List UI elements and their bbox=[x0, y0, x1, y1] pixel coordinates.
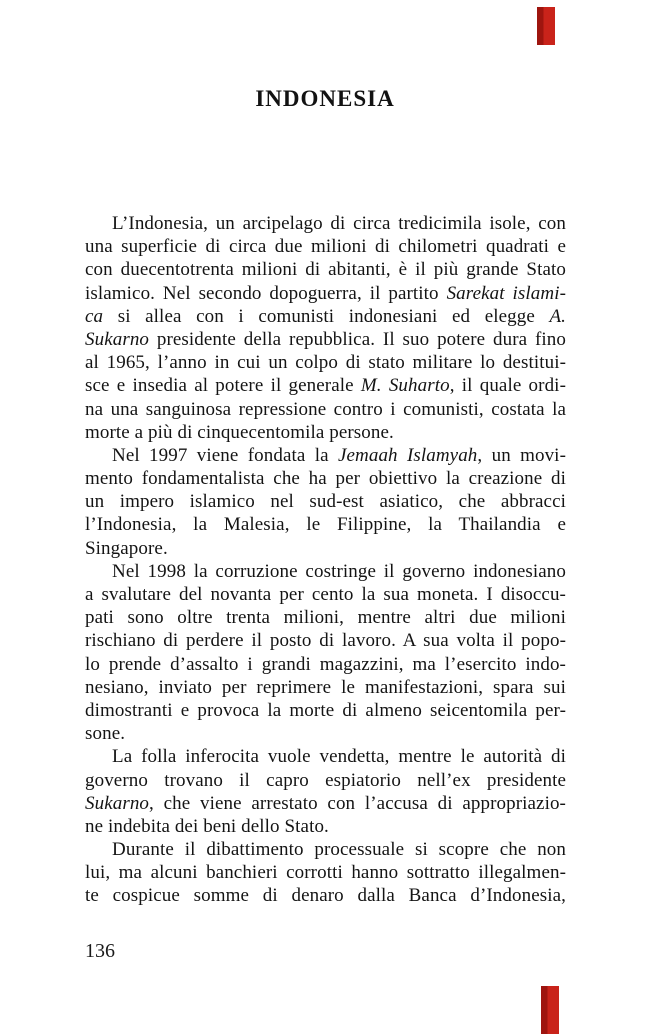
text-segment: dimostranti e provoca la morte di almeno seicentomila per- bbox=[85, 699, 566, 721]
red-scan-edge-mark-bottom bbox=[541, 986, 559, 1034]
text-segment: sone. bbox=[85, 723, 126, 745]
text-line bbox=[85, 467, 566, 490]
text-segment: Nel 1998 la corruzione costringe il governo indonesiano bbox=[112, 560, 566, 582]
text-line bbox=[85, 861, 566, 884]
text-line bbox=[85, 699, 566, 722]
red-scan-edge-mark-top bbox=[537, 7, 555, 45]
text-line bbox=[85, 490, 566, 513]
text-segment: governo trovano il capro espiatorio nell’ex presidente bbox=[85, 769, 566, 791]
paragraph bbox=[85, 560, 566, 746]
text-segment: rischiano di perdere il posto di lavoro. A sua volta il popo- bbox=[85, 630, 566, 652]
text-line bbox=[85, 560, 566, 583]
text-line bbox=[85, 374, 566, 397]
text-line bbox=[85, 815, 566, 838]
text-segment: Nel 1997 viene fondata la bbox=[112, 444, 338, 466]
text-segment: ne indebita dei beni dello Stato. bbox=[85, 815, 329, 837]
text-segment: , che viene arrestato con l’accusa di appropriazio- bbox=[149, 792, 566, 814]
text-segment: , il quale ordi- bbox=[449, 375, 566, 397]
italic-text-segment: M. Suharto bbox=[360, 375, 450, 397]
text-segment: al 1965, l’anno in cui un colpo di stato militare lo destitui- bbox=[85, 352, 566, 374]
text-line bbox=[85, 305, 566, 328]
text-line bbox=[85, 583, 566, 606]
paragraph bbox=[85, 838, 566, 908]
text-line bbox=[85, 258, 566, 281]
text-segment: Singapore. bbox=[85, 537, 168, 559]
text-segment: , un movi- bbox=[477, 444, 566, 466]
text-line bbox=[85, 235, 566, 258]
text-segment: una superficie di circa due milioni di chilometri quadrati e bbox=[85, 236, 566, 258]
text-line bbox=[85, 421, 566, 444]
text-line bbox=[85, 838, 566, 861]
paragraph bbox=[85, 212, 566, 444]
text-line bbox=[85, 884, 566, 907]
text-segment: te cospicue somme di denaro dalla Banca d’Indonesia, bbox=[85, 885, 566, 907]
text-segment: l’Indonesia, la Malesia, le Filippine, la Thailandia e bbox=[85, 514, 566, 536]
paragraph bbox=[85, 745, 566, 838]
text-segment: mento fondamentalista che ha per obiettivo la creazione di bbox=[85, 468, 566, 490]
text-segment: islamico. Nel secondo dopoguerra, il partito bbox=[85, 282, 447, 304]
italic-text-segment: Sarekat islami- bbox=[446, 282, 566, 304]
italic-text-segment: ca bbox=[85, 305, 104, 327]
text-line bbox=[85, 722, 566, 745]
text-segment: lui, ma alcuni banchieri corrotti hanno sottratto illegalmen- bbox=[85, 862, 566, 884]
text-segment: un impero islamico nel sud-est asiatico, che abbracci bbox=[85, 491, 566, 513]
text-line bbox=[85, 282, 566, 305]
italic-text-segment: Sukarno bbox=[85, 328, 150, 350]
text-line bbox=[85, 653, 566, 676]
text-segment: Durante il dibattimento processuale si scopre che non bbox=[112, 839, 566, 861]
text-segment: L’Indonesia, un arcipelago di circa tredicimila isole, con bbox=[112, 213, 566, 234]
italic-text-segment: Sukarno bbox=[85, 792, 150, 814]
text-line bbox=[85, 745, 566, 768]
text-segment: con duecentotrenta milioni di abitanti, è il più grande Stato bbox=[85, 259, 566, 281]
text-segment: La folla inferocita vuole vendetta, mentre le autorità di bbox=[112, 746, 566, 768]
italic-text-segment: A. bbox=[549, 305, 566, 327]
text-line bbox=[85, 769, 566, 792]
text-segment: pati sono oltre trenta milioni, mentre altri due milioni bbox=[85, 607, 566, 629]
page-number: 136 bbox=[85, 940, 115, 962]
text-line bbox=[85, 351, 566, 374]
text-segment: morte a più di cinquecentomila persone. bbox=[85, 421, 394, 443]
text-line bbox=[85, 606, 566, 629]
text-segment: nesiano, inviato per reprimere le manifestazioni, spara sui bbox=[85, 676, 566, 698]
text-segment: presidente della repubblica. Il suo potere dura fino bbox=[149, 328, 566, 350]
text-line bbox=[85, 792, 566, 815]
text-line bbox=[85, 328, 566, 351]
text-segment: a svalutare del novanta per cento la sua moneta. I disoccu- bbox=[85, 584, 566, 605]
italic-text-segment: Jemaah Islamyah bbox=[337, 444, 478, 466]
text-segment: lo prende d’assalto i grandi magazzini, ma l’esercito indo- bbox=[85, 653, 566, 675]
text-segment: si allea con i comunisti indonesiani ed elegge bbox=[103, 305, 550, 327]
text-line bbox=[85, 212, 566, 235]
text-segment: na una sanguinosa repressione contro i comunisti, costata la bbox=[85, 398, 566, 420]
text-line bbox=[85, 513, 566, 536]
body-text-block bbox=[85, 212, 566, 908]
text-line bbox=[85, 444, 566, 467]
text-line bbox=[85, 629, 566, 652]
text-line bbox=[85, 537, 566, 560]
text-segment: sce e insedia al potere il generale bbox=[85, 375, 361, 397]
paragraph bbox=[85, 444, 566, 560]
text-line bbox=[85, 398, 566, 421]
page-title: INDONESIA bbox=[255, 86, 395, 111]
text-line bbox=[85, 676, 566, 699]
